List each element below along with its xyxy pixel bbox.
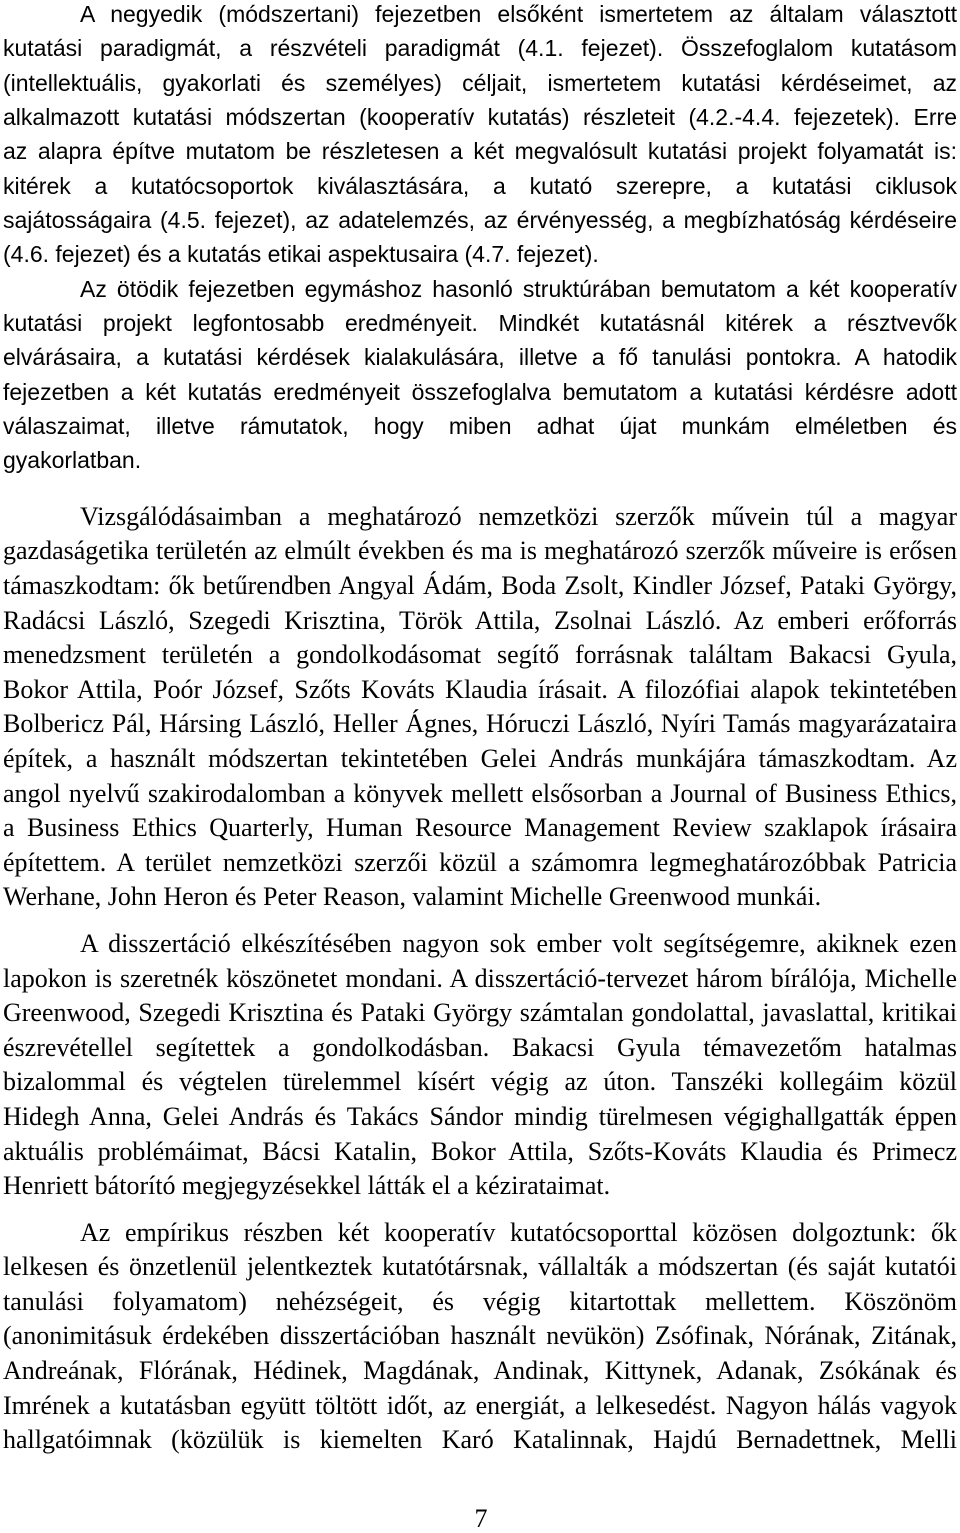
text-line: fejezetben a két kutatás eredményeit összefoglalva bemutatom a kutatási kérdésre adott	[3, 378, 957, 405]
text-line: kutatási projekt legfontosabb eredményeit. Mindkét kutatásnál kitérek a résztvevők	[3, 310, 957, 337]
text-line: (anonimitásuk érdekében disszertációban használt nevükön) Zsófinak, Nórának, Zitának,	[3, 1321, 957, 1351]
text-line: Vizsgálódásaimban a meghatározó nemzetközi szerzők művein túl a magyar	[80, 501, 957, 531]
page-number: 7	[474, 1504, 488, 1533]
text-line: támaszkodtam: ők betűrendben Angyal Ádám, Boda Zsolt, Kindler József, Pataki György,	[3, 571, 957, 600]
text-line: Andreának, Flórának, Hédinek, Magdának, Andinak, Kittynek, Adanak, Zsókának és	[3, 1356, 957, 1386]
text-line: válaszaimat, illetve rámutatok, hogy miben adhat újat munkám elméletben és	[3, 413, 957, 440]
paragraph-research-group-thanks	[3, 1216, 957, 1458]
document-body	[3, 0, 957, 1458]
text-line: Az ötödik fejezetben egymáshoz hasonló struktúrában bemutatom a két kooperatív	[80, 275, 957, 302]
text-line: hallgatóimnak (közülük is kiemelten Karó Katalinnak, Hajdú Bernadettnek, Melli	[3, 1425, 957, 1455]
text-line: tanulási folyamatom) nehézségeit, és végig kitartottak mellettem. Köszönöm	[3, 1286, 957, 1316]
text-line: elvárásaira, a kutatási kérdések kialakulására, illetve a fő tanulási pontokra. A hatodik	[3, 344, 957, 371]
text-line: építek, a használt módszertan tekintetében Gelei András munkájára támaszkodtam. Az	[3, 743, 957, 773]
text-line: menedzsment területén a gondolkodásomat segítő forrásnak találtam Bakacsi Gyula,	[3, 640, 957, 670]
text-line: lapokon is szeretnék köszönetet mondani. A disszertáció-tervezet három bírálója, Michelle	[3, 963, 957, 993]
text-line: az alapra építve mutatom be részletesen a két megvalósult kutatási projekt folyamatát is:	[3, 138, 957, 165]
text-line: angol nyelvű szakirodalomban a könyvek mellett elsősorban a Journal of Business Ethics,	[3, 778, 957, 808]
text-line: A disszertáció elkészítésében nagyon sok ember volt segítségemre, akiknek ezen	[80, 928, 957, 958]
text-line: kitérek a kutatócsoportok kiválasztására, a kutató szerepre, a kutatási ciklusok	[3, 172, 957, 199]
text-line: (4.6. fejezet) és a kutatás etikai aspektusaira (4.7. fejezet).	[3, 241, 599, 268]
text-line: gyakorlatban.	[3, 447, 142, 474]
text-line: sajátosságaira (4.5. fejezet), az adatelemzés, az érvényesség, a megbízhatóság kérdéseire	[3, 207, 957, 234]
text-line: Az empírikus részben két kooperatív kutatócsoporttal közösen dolgoztunk: ők	[80, 1217, 957, 1247]
text-line: gazdaságetika területén az elmúlt években és ma is meghatározó szerzők műveire is erősen	[3, 536, 957, 566]
paragraph-chapter-4-overview	[3, 0, 957, 272]
text-line: Radácsi László, Szegedi Krisztina, Török Attila, Zsolnai László. Az emberi erőforrás	[3, 605, 957, 635]
text-line: lelkesen és önzetlenül jelentkeztek kutatótársnak, vállalták a módszertan (és saját kutatói	[3, 1252, 957, 1282]
text-line: kutatási paradigmát, a részvételi paradigmát (4.1. fejezet). Összefoglalom kutatásom	[3, 35, 957, 62]
text-line: alkalmazott kutatási módszertan (kooperatív kutatás) részleteit (4.2.-4.4. fejezetek). Erre	[3, 104, 957, 131]
text-line: Werhane, John Heron és Peter Reason, valamint Michelle Greenwood munkái.	[3, 882, 822, 912]
text-line: Bolbericz Pál, Hársing László, Heller Ágnes, Hóruczi László, Nyíri Tamás magyarázataira	[3, 709, 957, 739]
paragraph-acknowledgements	[3, 927, 957, 1204]
text-line: A negyedik (módszertani) fejezetben elsőként ismertetem az általam választott	[80, 1, 957, 27]
paragraph-chapter-5-6-overview	[3, 272, 957, 478]
text-line: építettem. A terület nemzetközi szerzői közül a számomra legmeghatározóbbak Patricia	[3, 847, 957, 877]
text-line: (intellektuális, gyakorlati és személyes) céljait, ismertetem kutatási kérdéseimet, az	[3, 69, 957, 96]
text-line: bizalommal és végtelen türelemmel kísért végig az úton. Tanszéki kollegáim közül	[3, 1067, 957, 1097]
paragraph-literature-sources	[3, 500, 957, 915]
text-line: a Business Ethics Quarterly, Human Resource Management Review szaklapok írásaira	[3, 813, 957, 843]
text-line: Bokor Attila, Poór József, Szőts Kováts Klaudia írásait. A filozófiai alapok tekintetében	[3, 674, 957, 704]
text-line: Greenwood, Szegedi Krisztina és Pataki György számtalan gondolattal, javaslattal, kritikai	[3, 998, 957, 1028]
text-line: aktuális problémáimat, Bácsi Katalin, Bokor Attila, Szőts-Kováts Klaudia és Primecz	[3, 1136, 957, 1166]
text-line: észrevétellel segítettek a gondolkodásban. Bakacsi Gyula témavezetőm hatalmas	[3, 1032, 957, 1062]
text-line: Henriett bátorító megjegyzésekkel látták el a kézirataimat.	[3, 1171, 611, 1201]
text-line: Imrének a kutatásban együtt töltött időt, az energiát, a lelkesedést. Nagyon hálás vagyok	[3, 1390, 957, 1420]
text-line: Hidegh Anna, Gelei András és Takács Sándor mindig türelmesen végighallgatták éppen	[3, 1101, 957, 1131]
